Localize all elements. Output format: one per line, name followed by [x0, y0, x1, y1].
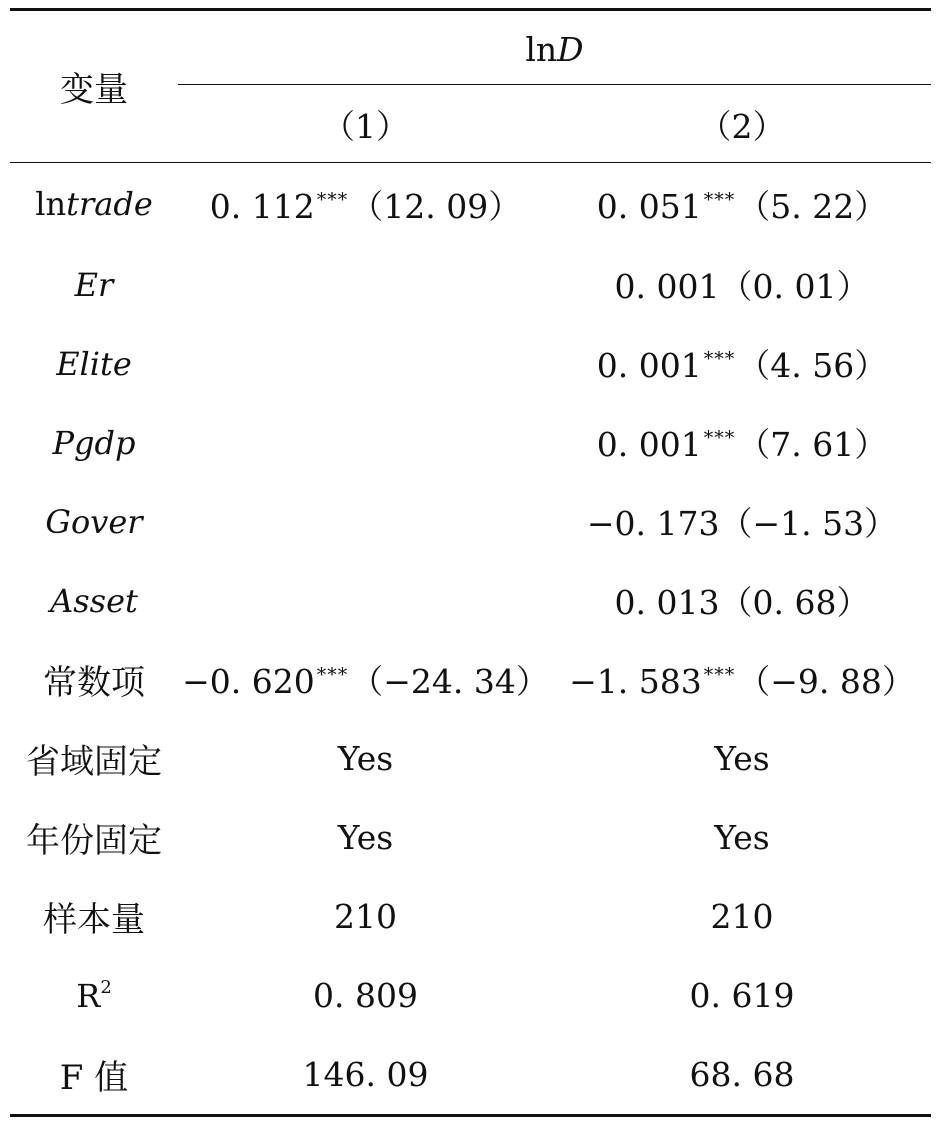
- header-subrule: [178, 84, 931, 85]
- regression-table: [10, 8, 931, 1117]
- coef-value: 0. 051: [596, 186, 702, 226]
- dep-prefix: ln: [525, 29, 558, 69]
- row-label: [10, 956, 178, 1035]
- cell-col1: Yes: [337, 818, 394, 857]
- t-stat: （0. 01）: [719, 267, 870, 306]
- cell-col1: [178, 245, 553, 324]
- coef-value: 0. 001: [596, 346, 702, 385]
- row-label: 样本量: [43, 900, 145, 940]
- cell-col2: [553, 482, 931, 561]
- cell-col2: [553, 163, 931, 246]
- table-row: [10, 561, 931, 640]
- cell-col1: 146. 09: [302, 1055, 429, 1094]
- cell-col1: [178, 403, 553, 482]
- cell-col2: [553, 561, 931, 640]
- cell-col2: 68. 68: [689, 1055, 795, 1094]
- coef-value: −1. 583: [569, 662, 702, 701]
- row-label: Er: [74, 265, 114, 304]
- row-label: 年份固定: [26, 821, 162, 861]
- significance-stars: ***: [703, 348, 736, 370]
- dep-var: D: [557, 29, 584, 69]
- cell-col1: 0. 809: [313, 976, 418, 1015]
- cell-col2: [553, 324, 931, 403]
- cell-col1: [178, 482, 553, 561]
- column-header-2: （2）: [698, 107, 786, 146]
- row-label: Pgdp: [52, 423, 136, 462]
- table-row: [10, 877, 931, 956]
- t-stat: （−1. 53）: [719, 504, 898, 543]
- row-label: 常数项: [43, 663, 145, 703]
- header-row-1: [10, 10, 931, 88]
- table-row: [10, 245, 931, 324]
- cell-col2: [553, 403, 931, 482]
- cell-col2: [553, 245, 931, 324]
- cell-col1: [178, 324, 553, 403]
- significance-stars: ***: [703, 188, 736, 211]
- t-stat: （−24. 34）: [350, 662, 549, 701]
- coef-value: 0. 013: [614, 583, 720, 622]
- table-row: [10, 403, 931, 482]
- coef-value: 0. 001: [596, 425, 702, 464]
- t-stat: （−9. 88）: [737, 662, 915, 701]
- cell-col1: 210: [334, 897, 397, 936]
- table-row: [10, 163, 931, 246]
- t-stat: （12. 09）: [350, 186, 522, 226]
- label-italic: trade: [66, 185, 153, 223]
- coef-value: −0. 173: [586, 504, 720, 543]
- column-header-1: （1）: [322, 107, 409, 146]
- row-label: F 值: [59, 1058, 129, 1098]
- cell-col2: Yes: [714, 739, 770, 778]
- coef-value: 0. 001: [614, 267, 720, 306]
- table-row: [10, 719, 931, 798]
- t-stat: （5. 22）: [737, 186, 888, 226]
- cell-col2: Yes: [714, 818, 770, 857]
- row-label: [10, 163, 178, 246]
- cell-col2: [553, 640, 931, 719]
- cell-col1: [178, 163, 553, 246]
- cell-col2: 0. 619: [689, 976, 795, 1015]
- table-row: [10, 1035, 931, 1116]
- cell-col2: 210: [710, 897, 774, 936]
- row-label: Gover: [45, 502, 143, 541]
- significance-stars: ***: [316, 664, 349, 686]
- row-label: 省域固定: [26, 742, 162, 782]
- coef-value: 0. 112: [209, 186, 315, 226]
- row-label: Elite: [56, 344, 132, 383]
- dependent-variable-header: [178, 10, 931, 88]
- label-superscript: 2: [100, 976, 112, 998]
- row-label: Asset: [50, 581, 138, 620]
- significance-stars: ***: [703, 664, 736, 686]
- table-row: [10, 482, 931, 561]
- coef-value: −0. 620: [182, 662, 315, 701]
- table-row: [10, 324, 931, 403]
- label-text: R: [76, 976, 101, 1015]
- table-row: [10, 640, 931, 719]
- label-prefix: ln: [35, 185, 67, 223]
- t-stat: （7. 61）: [737, 425, 888, 464]
- t-stat: （0. 68）: [719, 583, 870, 622]
- cell-col1: [178, 640, 553, 719]
- t-stat: （4. 56）: [737, 346, 888, 385]
- table-row: [10, 956, 931, 1035]
- significance-stars: ***: [316, 188, 349, 211]
- regression-table-container: [10, 8, 931, 1117]
- cell-col1: [178, 561, 553, 640]
- table-row: [10, 798, 931, 877]
- significance-stars: ***: [703, 427, 736, 449]
- cell-col1: Yes: [337, 739, 394, 778]
- variable-header: 变量: [10, 10, 178, 163]
